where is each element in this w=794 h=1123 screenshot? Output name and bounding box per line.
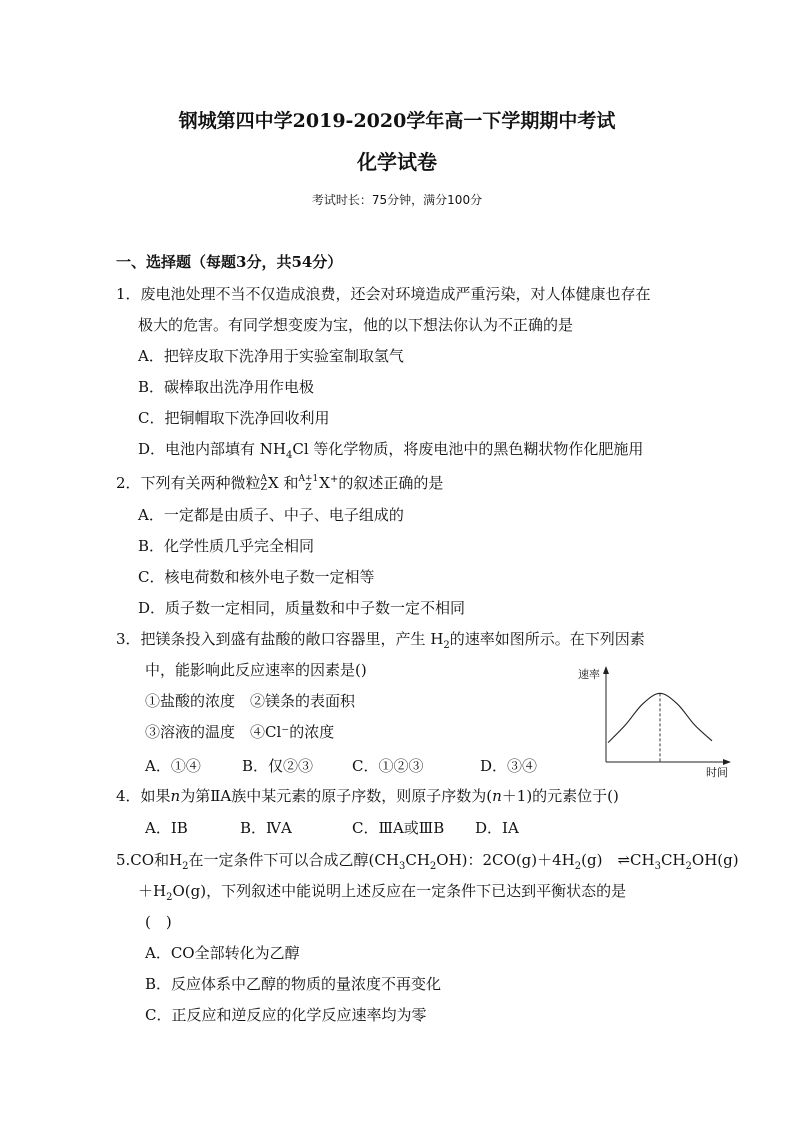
q2-option-c: C．核电荷数和核外电子数一定相等 — [138, 568, 375, 586]
q4-option-a: A．ⅠB — [145, 819, 188, 837]
exam-info: 考试时长：75分钟，满分100分 — [311, 193, 483, 207]
x-axis-label: 时间 — [706, 766, 728, 779]
q5-option-b: B．反应体系中乙醇的物质的量浓度不再变化 — [145, 975, 442, 993]
q1-option-a: A．把锌皮取下洗净用于实验室制取氢气 — [138, 347, 404, 365]
y-axis-arrow — [603, 666, 609, 674]
q4-option-b: B．ⅣA — [240, 819, 292, 837]
y-axis-label: 速率 — [578, 668, 600, 681]
q3-option-a: A．①④ — [145, 757, 201, 775]
q2-stem: 2．下列有关两种微粒 A Z X 和 A+1 Z X+的叙述正确的是 — [116, 474, 444, 493]
q1-option-b: B．碳棒取出洗净用作电极 — [138, 378, 315, 396]
school-title: 钢城第四中学2019-2020学年高一下学期期中考试 — [178, 110, 616, 132]
q2-option-a: A．一定都是由质子、中子、电子组成的 — [138, 506, 404, 524]
x-axis-arrow — [723, 759, 731, 765]
q5-answer-blank: ( ) — [145, 913, 172, 931]
q1-option-d: D．电池内部填有 $NH_4Cl$ 等化学物质，将废电池中的黑色糊状物作化肥施用 — [138, 440, 644, 461]
q1-option-c: C．把铜帽取下洗净回收利用 — [138, 409, 330, 427]
section-heading: 一、选择题（每题3分，共54分） — [116, 253, 343, 271]
q4-option-d: D．ⅠA — [475, 819, 519, 837]
q3-option-c: C．①②③ — [352, 757, 424, 775]
q3-factors-12: ①盐酸的浓度 ②镁条的表面积 — [145, 692, 356, 710]
rate-time-chart — [574, 662, 734, 782]
q3-option-d: D．③④ — [480, 757, 538, 775]
q5-option-c: C．正反应和逆反应的化学反应速率均为零 — [145, 1006, 427, 1024]
subject-title: 化学试卷 — [357, 150, 437, 174]
q3-option-b: B．仅②③ — [242, 757, 314, 775]
q1-stem-line2: 极大的危害。有同学想变废为宝，他的以下想法你认为不正确的是 — [138, 316, 574, 334]
q3-factors-34: ③溶液的温度 ④Cl⁻的浓度 — [145, 723, 335, 741]
q4-stem: 4．如果n为第ⅡA族中某元素的原子序数，则原子序数为(n＋1)的元素位于() — [116, 787, 619, 805]
q2-option-d: D．质子数一定相同，质量数和中子数一定不相同 — [138, 599, 466, 617]
q1-stem-line1: 1．废电池处理不当不仅造成浪费，还会对环境造成严重污染，对人体健康也存在 — [116, 285, 651, 303]
q3-stem-line2: 中，能影响此反应速率的因素是() — [145, 661, 367, 679]
q5-stem-line1: 5.CO和$H_2$在一定条件下可以合成乙醇$(CH_3CH_2OH)$：$2CO(g)+4H_2(g)$ $\rightleftharpoons CH_3CH_2OH(g)$ — [116, 851, 739, 872]
nuclide-notation-2: A+1 Z — [298, 474, 319, 493]
q5-option-a: A．CO全部转化为乙醇 — [145, 944, 300, 962]
q5-stem-line2: $+H_2O(g)$，下列叙述中能说明上述反应在一定条件下已达到平衡状态的是 — [138, 882, 627, 903]
nuclide-notation-1: A Z — [260, 474, 268, 493]
q4-option-c: C．ⅢA或ⅢB — [352, 819, 445, 837]
q3-stem-line1: 3．把镁条投入到盛有盐酸的敞口容器里，产生 $H_2$的速率如图所示。在下列因素 — [116, 630, 645, 651]
q2-option-b: B．化学性质几乎完全相同 — [138, 537, 315, 555]
